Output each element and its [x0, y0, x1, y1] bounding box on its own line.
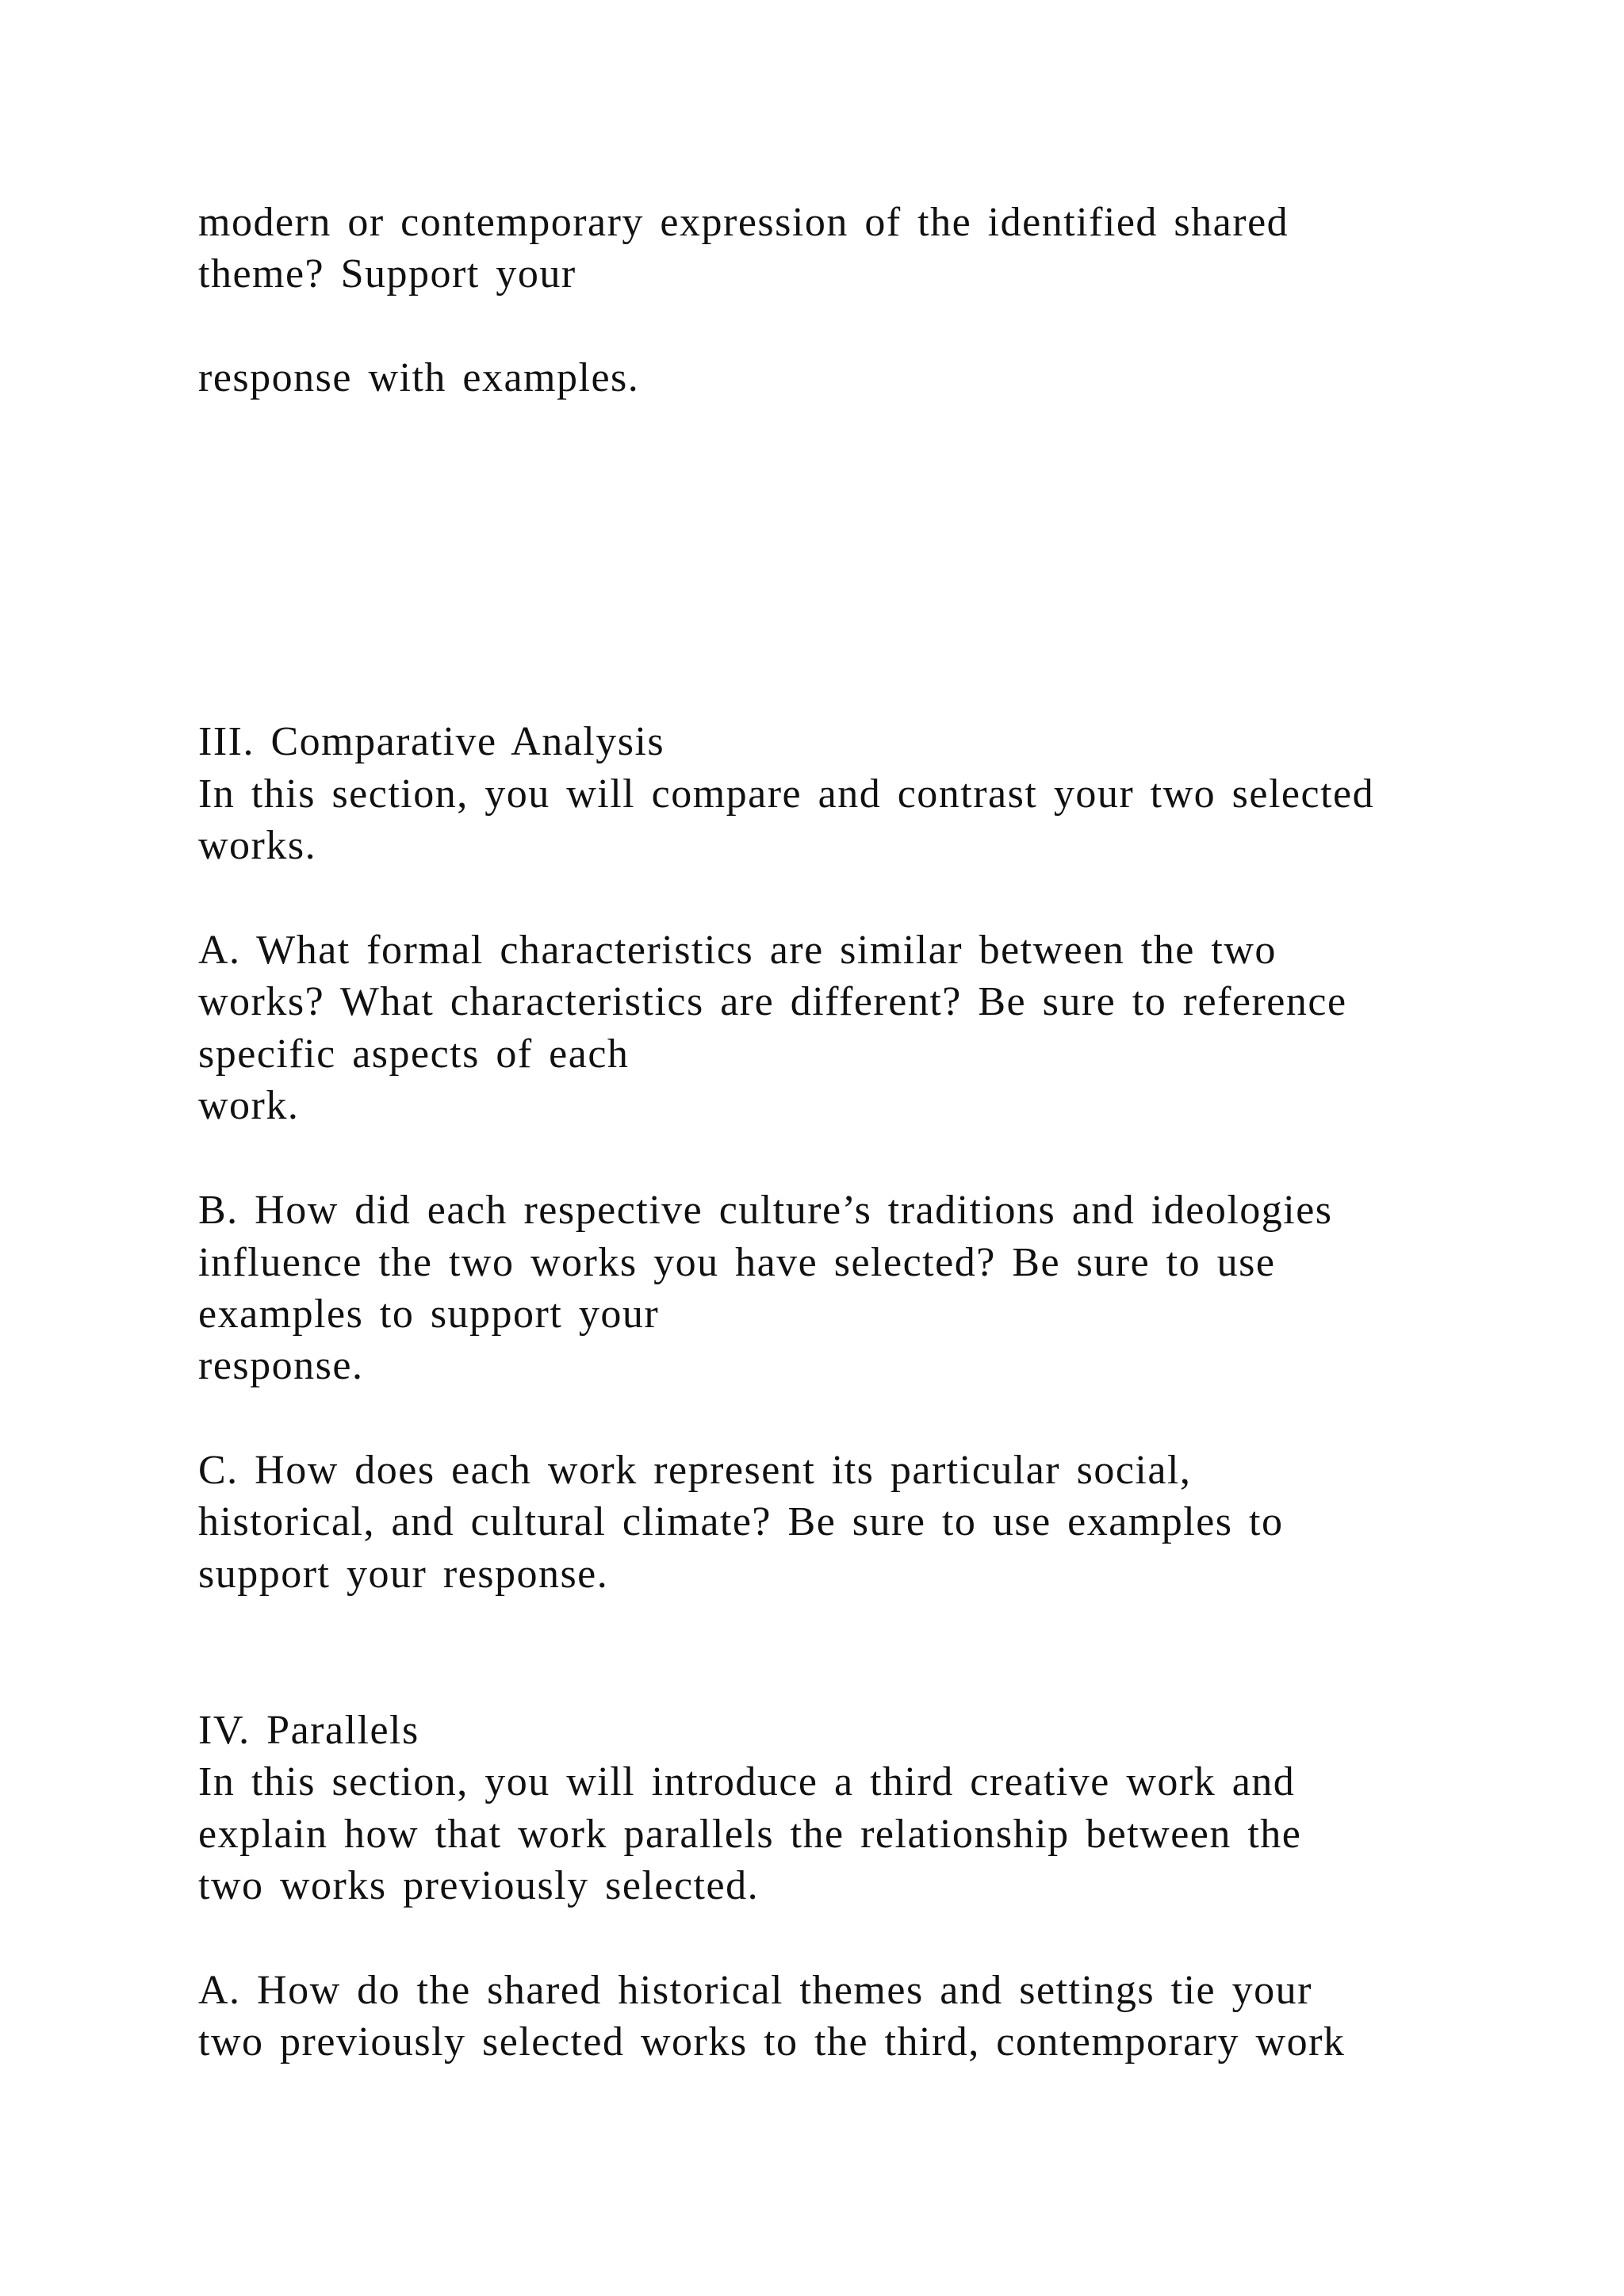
text-line: A. How do the shared historical themes and settings tie your	[198, 1968, 1312, 2013]
text-line: theme? Support your	[198, 251, 576, 297]
text-line: support your response.	[198, 1552, 609, 1597]
text-line: B. How did each respective culture’s traditions and ideologies	[198, 1188, 1333, 1233]
text-line: historical, and cultural climate? Be sure to use examples to	[198, 1499, 1284, 1544]
text-line: In this section, you will compare and contrast your two selected	[198, 771, 1375, 817]
text-line: response.	[198, 1343, 364, 1388]
text-line: works.	[198, 823, 317, 868]
text-line: A. What formal characteristics are similar between the two	[198, 928, 1277, 973]
text-line: specific aspects of each	[198, 1031, 630, 1077]
section-heading: III. Comparative Analysis	[198, 719, 665, 764]
text-line: C. How does each work represent its particular social,	[198, 1448, 1192, 1493]
text-line: response with examples.	[198, 355, 640, 400]
section-heading: IV. Parallels	[198, 1708, 419, 1753]
text-line: modern or contemporary expression of the identified shared	[198, 200, 1289, 245]
text-line: two works previously selected.	[198, 1863, 760, 1908]
text-line: works? What characteristics are different? Be sure to reference	[198, 979, 1347, 1024]
text-line: two previously selected works to the third, contemporary work	[198, 2019, 1346, 2064]
text-line: influence the two works you have selected? Be sure to use	[198, 1240, 1276, 1285]
text-line: explain how that work parallels the relationship between the	[198, 1812, 1302, 1857]
text-line: In this section, you will introduce a third creative work and	[198, 1759, 1296, 1804]
text-line: work.	[198, 1083, 300, 1128]
text-line: examples to support your	[198, 1292, 660, 1337]
